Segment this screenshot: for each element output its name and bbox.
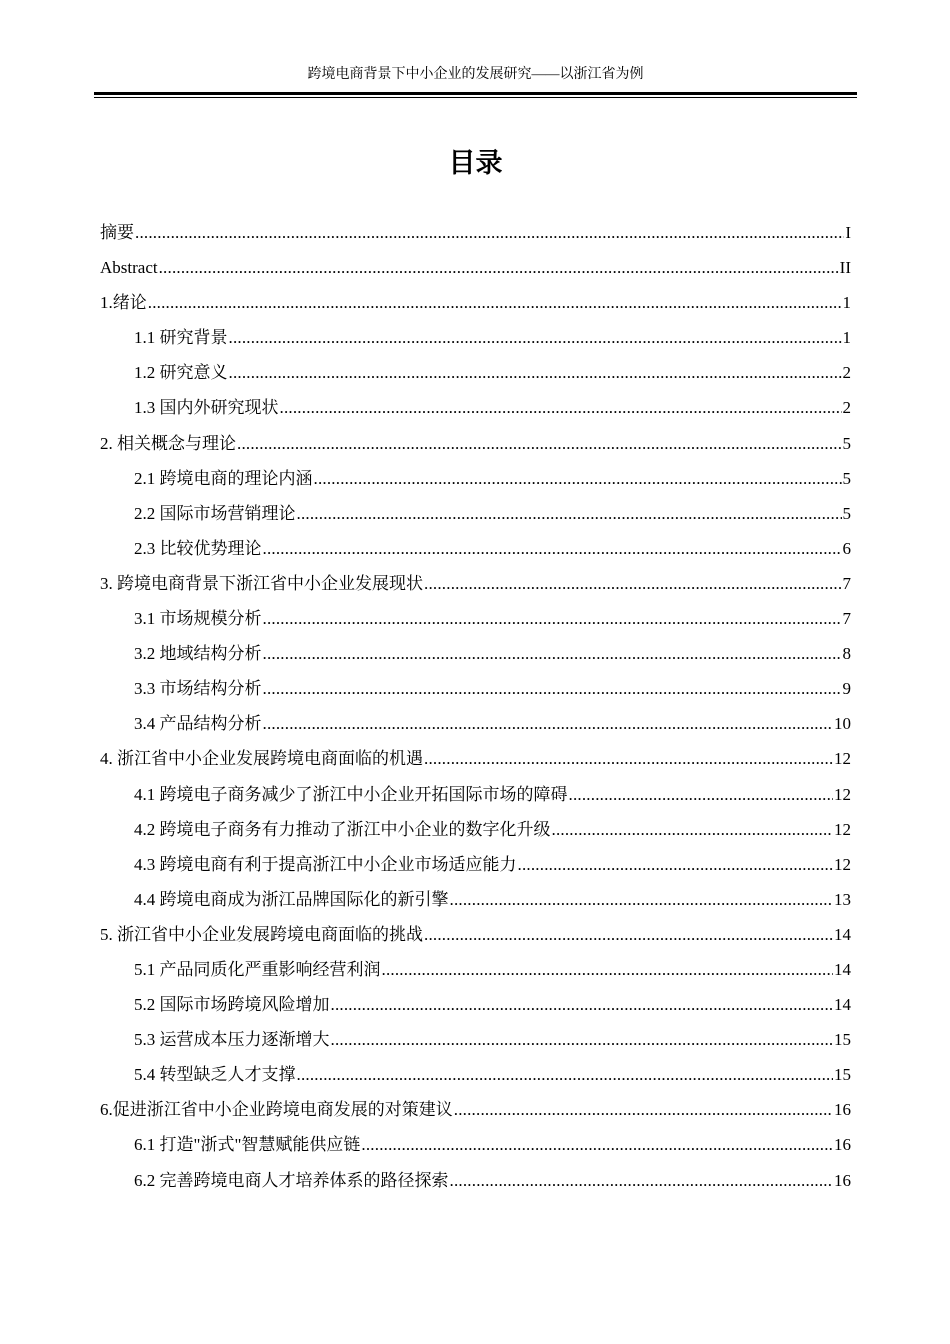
- toc-entry-section-4-4[interactable]: [100, 882, 851, 917]
- header-rule-thick: [94, 92, 857, 95]
- toc-entry-section-2-3[interactable]: [100, 531, 851, 566]
- toc-entry-section-6-2[interactable]: [100, 1163, 851, 1198]
- toc-entry-section-6-1[interactable]: [100, 1127, 851, 1162]
- toc-leader-dots: [331, 1022, 834, 1057]
- toc-entry-text: 4.2 跨境电子商务有力推动了浙江中小企业的数字化升级: [134, 819, 551, 839]
- toc-page-number: 12: [834, 749, 851, 769]
- toc-page-number: 14: [834, 924, 851, 944]
- toc-entry-text: 2.1 跨境电商的理论内涵: [134, 468, 313, 488]
- toc-leader-dots: [382, 952, 834, 987]
- toc-leader-dots: [424, 917, 833, 952]
- toc-entry-chapter-6[interactable]: [100, 1092, 851, 1127]
- toc-page-number: 9: [842, 679, 851, 699]
- toc-entry-section-3-1[interactable]: [100, 601, 851, 636]
- toc-page-number: 5: [842, 433, 851, 453]
- toc-leader-dots: [424, 566, 842, 601]
- toc-leader-dots: [331, 987, 834, 1022]
- toc-page-number: 2: [842, 398, 851, 418]
- toc-page-number: II: [839, 258, 851, 278]
- toc-leader-dots: [450, 882, 834, 917]
- toc-entry-section-3-3[interactable]: [100, 671, 851, 706]
- toc-leader-dots: [314, 461, 842, 496]
- toc-leader-dots: [297, 496, 842, 531]
- toc-entry-section-2-2[interactable]: [100, 496, 851, 531]
- toc-entry-text: 1.3 国内外研究现状: [134, 398, 279, 418]
- toc-leader-dots: [148, 285, 842, 320]
- toc-page-number: 5: [842, 468, 851, 488]
- toc-entry-section-4-1[interactable]: [100, 777, 851, 812]
- toc-page-number: 15: [834, 1065, 851, 1085]
- toc-entry-section-5-3[interactable]: [100, 1022, 851, 1057]
- toc-entry-text: 3. 跨境电商背景下浙江省中小企业发展现状: [100, 573, 423, 593]
- toc-entry-text: 1.2 研究意义: [134, 363, 228, 383]
- toc-entry-text: 5.2 国际市场跨境风险增加: [134, 995, 330, 1015]
- toc-entry-text: 2.2 国际市场营销理论: [134, 503, 296, 523]
- toc-leader-dots: [552, 812, 834, 847]
- toc-leader-dots: [263, 636, 842, 671]
- toc-entry-text: 6.1 打造"浙式"智慧赋能供应链: [134, 1135, 361, 1155]
- toc-entry-text: 4.4 跨境电商成为浙江品牌国际化的新引擎: [134, 889, 449, 909]
- toc-leader-dots: [135, 215, 844, 250]
- toc-entry-section-1-1[interactable]: [100, 320, 851, 355]
- toc-entry-text: 4. 浙江省中小企业发展跨境电商面临的机遇: [100, 749, 423, 769]
- toc-leader-dots: [280, 390, 842, 425]
- toc-page-number: 12: [834, 819, 851, 839]
- toc-entry-text: 5.4 转型缺乏人才支撑: [134, 1065, 296, 1085]
- toc-entry-text: 3.3 市场结构分析: [134, 679, 262, 699]
- toc-page-number: 1: [842, 293, 851, 313]
- toc-page-number: 14: [834, 995, 851, 1015]
- toc-entry-text: 4.1 跨境电子商务减少了浙江中小企业开拓国际市场的障碍: [134, 784, 568, 804]
- toc-page-number: 7: [842, 609, 851, 629]
- toc-entry-text: 3.1 市场规模分析: [134, 609, 262, 629]
- toc-page-number: I: [845, 223, 851, 242]
- toc-leader-dots: [424, 741, 833, 776]
- toc-leader-dots: [159, 250, 839, 285]
- toc-entry-section-5-1[interactable]: [100, 952, 851, 987]
- toc-entry-text: 6.2 完善跨境电商人才培养体系的路径探索: [134, 1170, 449, 1190]
- table-of-contents: [100, 215, 851, 1198]
- toc-entry-chapter-5[interactable]: [100, 917, 851, 952]
- toc-entry-text: Abstract: [100, 258, 158, 278]
- toc-page-number: 8: [842, 644, 851, 664]
- toc-leader-dots: [454, 1092, 833, 1127]
- toc-entry-text: 3.4 产品结构分析: [134, 714, 262, 734]
- toc-page-number: 15: [834, 1030, 851, 1050]
- toc-page-number: 2: [842, 363, 851, 383]
- toc-entry-text: 1.1 研究背景: [134, 328, 228, 348]
- toc-leader-dots: [229, 320, 842, 355]
- toc-leader-dots: [263, 531, 842, 566]
- toc-entry-text: 2. 相关概念与理论: [100, 433, 236, 453]
- toc-entry-section-1-2[interactable]: [100, 355, 851, 390]
- toc-entry-abstract-en[interactable]: [100, 250, 851, 285]
- toc-entry-section-4-2[interactable]: [100, 812, 851, 847]
- toc-entry-section-5-2[interactable]: [100, 987, 851, 1022]
- toc-entry-chapter-1[interactable]: [100, 285, 851, 320]
- toc-entry-section-1-3[interactable]: [100, 390, 851, 425]
- toc-leader-dots: [450, 1163, 834, 1198]
- toc-entry-section-3-4[interactable]: [100, 706, 851, 741]
- toc-entry-abstract-cn[interactable]: [100, 215, 851, 250]
- toc-entry-section-5-4[interactable]: [100, 1057, 851, 1092]
- toc-leader-dots: [263, 601, 842, 636]
- toc-entry-text: 2.3 比较优势理论: [134, 538, 262, 558]
- toc-page-number: 14: [834, 959, 851, 979]
- toc-page-number: 1: [842, 328, 851, 348]
- toc-leader-dots: [297, 1057, 834, 1092]
- toc-entry-text: 5.3 运营成本压力逐渐增大: [134, 1030, 330, 1050]
- toc-page-number: 13: [834, 889, 851, 909]
- toc-page-number: 16: [834, 1170, 851, 1190]
- toc-entry-text: 3.2 地域结构分析: [134, 644, 262, 664]
- toc-page-number: 12: [834, 854, 851, 874]
- toc-leader-dots: [569, 777, 834, 812]
- toc-entry-text: 5. 浙江省中小企业发展跨境电商面临的挑战: [100, 924, 423, 944]
- page-title: 目录: [448, 148, 503, 179]
- toc-entry-text: 6.促进浙江省中小企业跨境电商发展的对策建议: [100, 1100, 453, 1120]
- toc-entry-text: 4.3 跨境电商有利于提高浙江中小企业市场适应能力: [134, 854, 517, 874]
- toc-entry-section-3-2[interactable]: [100, 636, 851, 671]
- toc-entry-text: 摘要: [100, 223, 134, 242]
- toc-page-number: 16: [834, 1100, 851, 1120]
- toc-leader-dots: [518, 847, 834, 882]
- toc-page-number: 12: [834, 784, 851, 804]
- toc-entry-chapter-2[interactable]: [100, 426, 851, 461]
- toc-page-number: 10: [834, 714, 851, 734]
- toc-page-number: 6: [842, 538, 851, 558]
- toc-leader-dots: [263, 706, 834, 741]
- toc-page-number: 16: [834, 1135, 851, 1155]
- toc-entry-text: 1.绪论: [100, 293, 147, 313]
- toc-page-number: 7: [842, 573, 851, 593]
- toc-entry-section-4-3[interactable]: [100, 847, 851, 882]
- running-header: 跨境电商背景下中小企业的发展研究——以浙江省为例: [307, 67, 644, 82]
- toc-leader-dots: [263, 671, 842, 706]
- header-rule-thin: [94, 97, 857, 98]
- toc-page-number: 5: [842, 503, 851, 523]
- toc-leader-dots: [229, 355, 842, 390]
- toc-entry-chapter-4[interactable]: [100, 741, 851, 776]
- toc-leader-dots: [237, 426, 842, 461]
- toc-entry-section-2-1[interactable]: [100, 461, 851, 496]
- toc-entry-text: 5.1 产品同质化严重影响经营利润: [134, 959, 381, 979]
- toc-leader-dots: [361, 1127, 833, 1162]
- toc-entry-chapter-3[interactable]: [100, 566, 851, 601]
